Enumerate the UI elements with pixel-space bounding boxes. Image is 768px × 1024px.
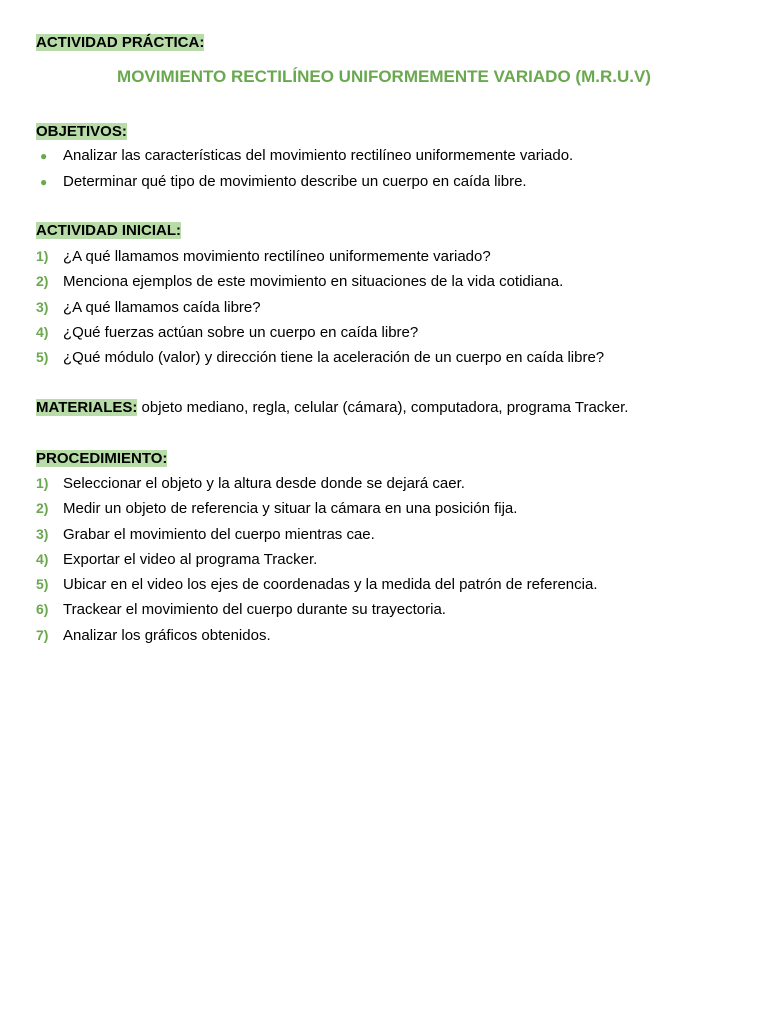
list-number: 5) [36, 349, 49, 365]
question-item [36, 247, 491, 266]
step-text: Seleccionar el objeto y la altura desde donde se dejará caer. [63, 475, 465, 492]
question-item [36, 272, 563, 291]
question-item [36, 348, 604, 367]
procedure-step [36, 575, 598, 594]
list-number: 6) [36, 601, 49, 617]
question-item [36, 298, 261, 317]
procedure-step [36, 600, 446, 619]
step-text: Exportar el video al programa Tracker. [63, 551, 318, 568]
objective-text: Determinar qué tipo de movimiento describe un cuerpo en caída libre. [63, 173, 527, 190]
step-text: Ubicar en el video los ejes de coordenadas y la medida del patrón de referencia. [63, 576, 598, 593]
bullet-icon: ● [40, 149, 48, 163]
step-text: Medir un objeto de referencia y situar la cámara en una posición fija. [63, 500, 518, 517]
procedure-label: PROCEDIMIENTO: [36, 450, 168, 467]
page-title: MOVIMIENTO RECTILÍNEO UNIFORMEMENTE VARIADO (M.R.U.V) [117, 67, 651, 86]
question-item [36, 323, 418, 342]
list-number: 2) [36, 273, 49, 289]
question-text: Menciona ejemplos de este movimiento en situaciones de la vida cotidiana. [63, 273, 564, 290]
materials-text: objeto mediano, regla, celular (cámara), computadora, programa Tracker. [137, 399, 629, 416]
step-text: Analizar los gráficos obtenidos. [63, 627, 271, 644]
bullet-icon: ● [40, 175, 48, 189]
list-number: 4) [36, 324, 49, 340]
objective-item [36, 147, 573, 165]
question-text: ¿A qué llamamos caída libre? [63, 299, 261, 316]
procedure-step [36, 626, 271, 645]
objective-text: Analizar las características del movimiento rectilíneo uniformemente variado. [63, 147, 574, 164]
list-number: 4) [36, 551, 49, 567]
activity-label: ACTIVIDAD PRÁCTICA: [36, 34, 205, 51]
step-text: Trackear el movimiento del cuerpo durante su trayectoria. [63, 601, 446, 618]
list-number: 1) [36, 248, 49, 264]
list-number: 5) [36, 576, 49, 592]
question-text: ¿Qué fuerzas actúan sobre un cuerpo en caída libre? [63, 324, 419, 341]
procedure-step [36, 550, 317, 569]
materials-line [36, 399, 628, 417]
list-number: 7) [36, 627, 49, 643]
list-number: 3) [36, 299, 49, 315]
initial-activity-label: ACTIVIDAD INICIAL: [36, 222, 181, 239]
list-number: 3) [36, 526, 49, 542]
step-text: Grabar el movimiento del cuerpo mientras cae. [63, 526, 375, 543]
materials-label: MATERIALES: [36, 399, 138, 416]
question-text: ¿Qué módulo (valor) y dirección tiene la aceleración de un cuerpo en caída libre? [63, 349, 605, 366]
objectives-label: OBJETIVOS: [36, 123, 127, 140]
question-text: ¿A qué llamamos movimiento rectilíneo uniformemente variado? [63, 248, 491, 265]
procedure-step [36, 499, 517, 518]
list-number: 2) [36, 500, 49, 516]
objective-item [36, 173, 527, 191]
procedure-step [36, 474, 465, 493]
procedure-step [36, 525, 375, 544]
list-number: 1) [36, 475, 49, 491]
